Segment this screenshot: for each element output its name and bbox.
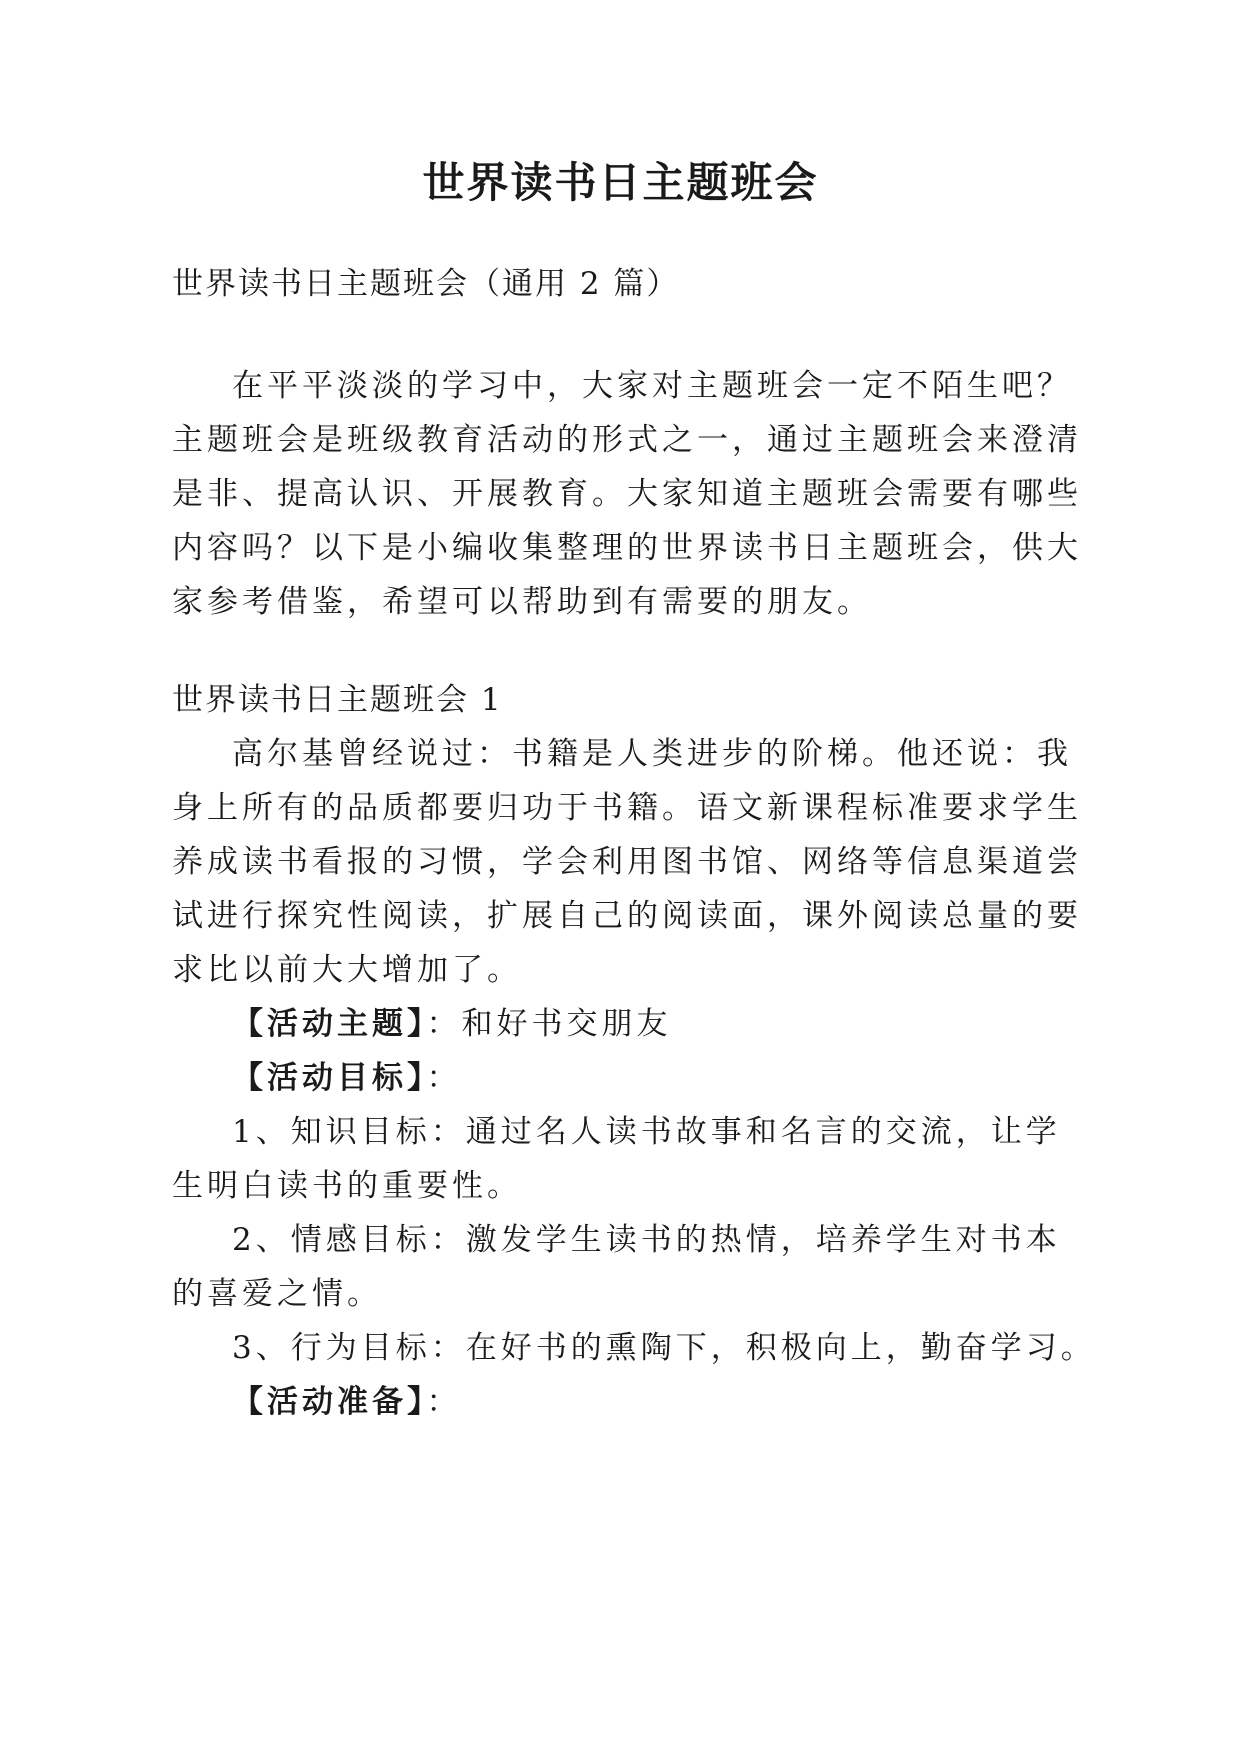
section-paragraph-line: 高尔基曾经说过：书籍是人类进步的阶梯。他还说：我 — [232, 736, 1072, 772]
section-paragraph-line: 求比以前大大增加了。 — [172, 952, 522, 988]
intro-line: 内容吗？以下是小编收集整理的世界读书日主题班会，供大 — [172, 530, 1082, 566]
section-heading: 世界读书日主题班会 1 — [172, 682, 503, 718]
activity-theme — [232, 994, 672, 1054]
activity-goal-colon: ： — [426, 1060, 462, 1096]
activity-goal-label: 【活动目标】 — [232, 1060, 427, 1096]
goal-line: 3、行为目标：在好书的熏陶下，积极向上，勤奋学习。 — [232, 1330, 1096, 1366]
intro-line: 家参考借鉴，希望可以帮助到有需要的朋友。 — [172, 584, 872, 620]
intro-line: 在平平淡淡的学习中，大家对主题班会一定不陌生吧？ — [232, 368, 1072, 404]
section-paragraph-line: 养成读书看报的习惯，学会利用图书馆、网络等信息渠道尝 — [172, 844, 1082, 880]
activity-theme-label: 【活动主题】 — [232, 1006, 427, 1042]
activity-prep-colon: ： — [426, 1384, 462, 1420]
document-subtitle: 世界读书日主题班会（通用 2 篇） — [172, 266, 680, 302]
document-title: 世界读书日主题班会 — [422, 158, 819, 207]
intro-line: 主题班会是班级教育活动的形式之一，通过主题班会来澄清 — [172, 422, 1082, 458]
goal-line: 2、情感目标：激发学生读书的热情，培养学生对书本 — [232, 1222, 1061, 1258]
activity-prep-heading — [232, 1372, 462, 1432]
activity-theme-value: ：和好书交朋友 — [426, 1006, 672, 1042]
activity-goal-heading — [232, 1048, 462, 1108]
intro-line: 是非、提高认识、开展教育。大家知道主题班会需要有哪些 — [172, 476, 1082, 512]
goal-line: 生明白读书的重要性。 — [172, 1168, 522, 1204]
activity-prep-label: 【活动准备】 — [232, 1384, 427, 1420]
section-paragraph-line: 试进行探究性阅读，扩展自己的阅读面，课外阅读总量的要 — [172, 898, 1082, 934]
goal-line: 1、知识目标：通过名人读书故事和名言的交流，让学 — [232, 1114, 1061, 1150]
goal-line: 的喜爱之情。 — [172, 1276, 382, 1312]
section-paragraph-line: 身上所有的品质都要归功于书籍。语文新课程标准要求学生 — [172, 790, 1082, 826]
